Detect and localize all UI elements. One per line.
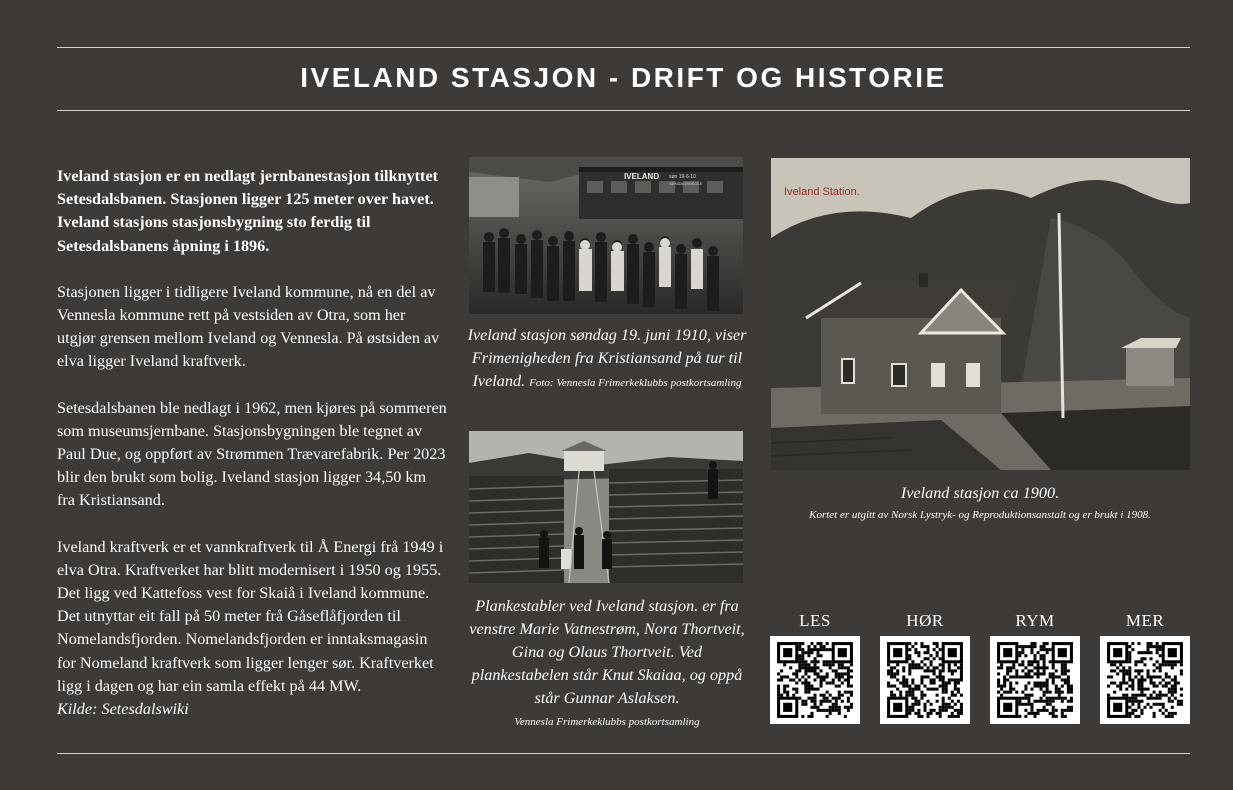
top-rule [57, 47, 1190, 48]
location-paragraph: Stasjonen ligger i tidligere Iveland kommune, nå en del av Vennesla kommune rett på vestsiden av Otra, som her utgjør grensen mellom Iveland og Vennesla. På østsiden av elva ligger Iveland kraftverk. [57, 282, 440, 371]
power-plant-text: Iveland kraftverk er et vannkraftverk til Å Energi frå 1949 i elva Otra. Kraftverket har blitt modernisert i 1950 og 1955. Det ligg ved Kattefoss vest for Skaiå i Iveland kommune. Det utnyttar eit fall på 50 meter frå Gåseflåfjorden til Nomelandsfjorden. Nomelandsfjorden er inntaksmagasin for Nomeland kraftverk som ligger lenger sør. Kraftverket ligg i dagen og har ein samla effekt på 44 MW. [57, 537, 444, 695]
photo-crowd-sign-sub: SØNDAGSSKOLE [669, 181, 703, 186]
intro-paragraph: Iveland stasjon er en nedlagt jernbanestasjon tilknyttet Setesdalsbanen. Stasjonen ligger 125 meter over havet. Iveland stasjons stasjonsbygning sto ferdig til Setesdalsbanens åpning i 1896. [57, 167, 439, 255]
photo-crowd-credit: Foto: Vennesla Frimerkeklubbs postkortsamling [529, 377, 742, 389]
photo-crowd-1910-image [469, 157, 743, 314]
photo-station-credit: Kortet er utgitt av Norsk Lystryk- og Reproduktionsanstalt og er brukt i 1908. [809, 509, 1151, 521]
qr-code-icon[interactable] [1100, 636, 1190, 724]
photo-plank-caption-text: Plankestabler ved Iveland stasjon. er fra venstre Marie Vatnestrøm, Nora Thortveit, Gina og Olaus Thortveit. Ved plankestabelen står Knut Skaiaa, og oppå står Gunnar Aslaksen. [469, 597, 745, 707]
qr-les[interactable] [770, 610, 860, 724]
photo-plank-caption [462, 595, 752, 730]
qr-mer[interactable] [1100, 610, 1190, 724]
photo-plank-stacks-image [469, 431, 743, 583]
source-credit: Kilde: Setesdalswiki [57, 700, 189, 719]
qr-hor-label: HØR [906, 611, 944, 630]
history-paragraph: Setesdalsbanen ble nedlagt i 1962, men kjøres på sommeren som museumsjernbane. Stasjonsbygningen ble tegnet av Paul Due, og oppført av Strømmen Trævarefabrik. Per 2023 blir den brukt som bolig. Iveland stasjon ligger 34,50 km fra Kristiansand. [57, 398, 447, 510]
photo-plank-credit: Vennesla Frimerkeklubbs postkortsamling [514, 716, 700, 728]
bottom-rule [57, 753, 1190, 754]
postcard-label: Iveland Station. [784, 186, 860, 198]
photo-crowd-sign: IVELAND [624, 172, 660, 181]
photo-crowd-caption [462, 324, 752, 395]
qr-code-icon[interactable] [880, 636, 970, 724]
qr-rym-label: RYM [1015, 611, 1055, 630]
photo-crowd-sign-date: søn 19-6-10 [669, 174, 696, 180]
photo-station-1900 [771, 158, 1190, 470]
page-title: IVELAND STASJON - DRIFT OG HISTORIE [300, 62, 947, 93]
photo-plank-stacks [469, 431, 743, 583]
photo-station-caption-text: Iveland stasjon ca 1900. [900, 484, 1060, 502]
qr-les-label: LES [799, 611, 831, 630]
qr-code-icon[interactable] [770, 636, 860, 724]
photo-station-1900-image [771, 158, 1190, 470]
qr-rym[interactable] [990, 610, 1080, 724]
power-plant-paragraph [57, 536, 447, 722]
qr-code-icon[interactable] [990, 636, 1080, 724]
title-rule [57, 110, 1190, 111]
photo-crowd-1910 [469, 157, 743, 314]
qr-hor[interactable] [880, 610, 970, 724]
body-text [57, 165, 447, 721]
photo-crowd-caption-text: Iveland stasjon søndag 19. juni 1910, viser Frimenigheden fra Kristiansand på tur til Iveland. [467, 326, 747, 390]
qr-mer-label: MER [1125, 611, 1165, 630]
photo-station-caption [765, 482, 1195, 523]
